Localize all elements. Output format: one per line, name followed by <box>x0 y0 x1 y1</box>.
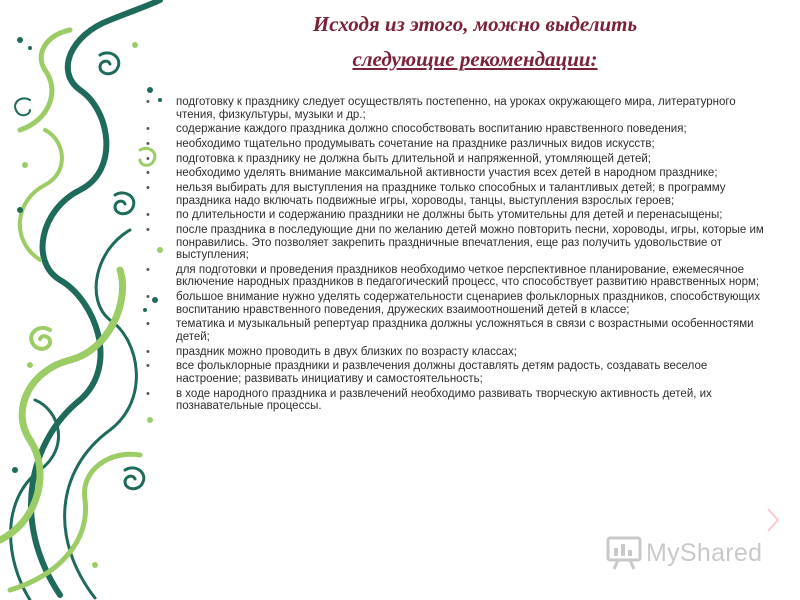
list-item: • нельзя выбирать для выступления на празднике только способных и талантливых детей; в программу праздника надо включать подвижные игры, хороводы, танцы, выступления взрослых героев; <box>146 182 764 207</box>
list-item: • большое внимание нужно уделять содержательности сценариев фольклорных праздников, способствующих воспитанию нравственного поведения, дружеских взаимоотношений детей в классе; <box>146 291 764 316</box>
list-item: • после праздника в последующие дни по желанию детей можно повторить песни, хороводы, игры, которые им понравились. Это позволяет закрепить праздничные впечатления, еще раз получить удовольствие от выступления; <box>146 224 764 262</box>
list-item: • необходимо уделять внимание максимальной активности участия всех детей в народном празднике; <box>146 167 764 180</box>
list-item: • необходимо тщательно продумывать сочетание на празднике различных видов искусств; <box>146 138 764 151</box>
slide-subtitle <box>175 44 775 75</box>
list-item: • праздник можно проводить в двух близких по возрасту классах; <box>146 346 764 359</box>
list-item: • подготовка к празднику не должна быть длительной и напряженной, утомляющей детей; <box>146 153 764 166</box>
watermark-text: MyShared <box>646 538 763 567</box>
slide-title: Исходя из этого, можно выделить <box>312 12 638 36</box>
recommendations-list <box>146 96 764 415</box>
list-item: • содержание каждого праздника должно способствовать воспитанию нравственного поведения; <box>146 123 764 136</box>
list-item: • в ходе народного праздника и развлечений необходимо развивать творческую активность детей, их познавательные процессы. <box>146 388 764 413</box>
list-item: • все фольклорные праздники и развлечения должны доставлять детям радость, создавать веселое настроение; развивать инициативу и самостоятельность; <box>146 360 764 385</box>
list-item: • по длительности и содержанию праздники не должны быть утомительны для детей и перенасыщены; <box>146 209 764 222</box>
list-item: • подготовку к празднику следует осуществлять постепенно, на уроках окружающего мира, литературного чтения, физкультуры, музыки и др.; <box>146 96 764 121</box>
watermark <box>606 536 762 570</box>
list-item: • для подготовки и проведения праздников необходимо четкое перспективное планирование, ежемесячное включение народных праздников в педагогический процесс, что способствует развитию нравственных норм; <box>146 264 764 289</box>
list-item: • тематика и музыкальный репертуар праздника должны усложняться в связи с возрастными особенностями детей; <box>146 318 764 343</box>
myshared-logo-icon <box>606 536 642 570</box>
chevron-right-icon <box>765 506 781 534</box>
slide-subtitle-text: следующие рекомендации: <box>352 47 598 71</box>
